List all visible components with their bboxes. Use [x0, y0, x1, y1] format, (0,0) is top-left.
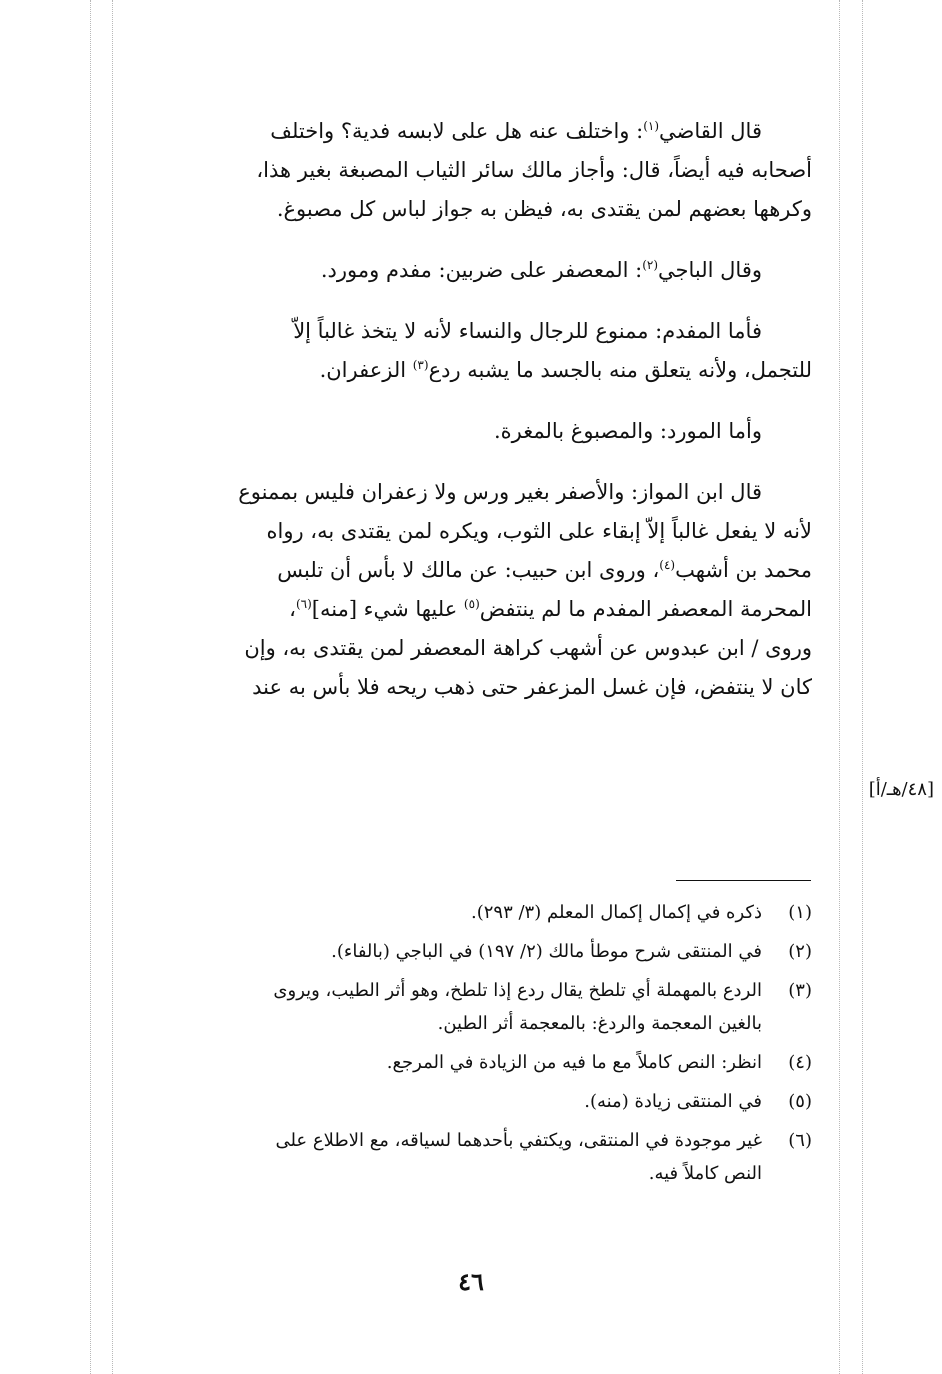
- page-number: ٤٦: [458, 1267, 484, 1296]
- footnote: [128, 1085, 812, 1118]
- text-line: المحرمة المعصفر المفدم ما لم ينتفض$^{(٥)}$ عليها شيء [منه]$^{(٦)}$،: [289, 597, 812, 621]
- footnote-number: (١): [788, 902, 812, 923]
- page-guide-line: [862, 0, 863, 1374]
- page-guide-line: [112, 0, 113, 1374]
- text-line: أصحابه فيه أيضاً، قال: وأجاز مالك سائر الثياب المصبغة بغير هذا،: [256, 158, 812, 182]
- text-line: قال ابن المواز: والأصفر بغير ورس ولا زعفران فليس بممنوع: [238, 480, 762, 504]
- text-line: وروى / ابن عبدوس عن أشهب كراهة المعصفر لمن يقتدى به، وإن: [244, 636, 812, 660]
- footnotes: [128, 896, 812, 1190]
- footnote-text: انظر: النص كاملاً مع ما فيه من الزيادة في المرجع.: [386, 1052, 762, 1073]
- footnote: [128, 935, 812, 968]
- text-line: لأنه لا يفعل غالباً إلاّ إبقاء على الثوب، ويكره لمن يقتدى به، رواه: [266, 519, 812, 543]
- footnote-text: في المنتقى زيادة (منه).: [584, 1091, 762, 1112]
- text-line: فأما المفدم: ممنوع للرجال والنساء لأنه لا يتخذ غالباً إلاّ: [293, 319, 762, 343]
- text-line: كان لا ينتفض، فإن غسل المزعفر حتى ذهب ريحه فلا بأس به عند: [252, 675, 812, 699]
- footnote-number: (٤): [788, 1052, 812, 1073]
- footnote-text: بالغين المعجمة والردغ: بالمعجمة أثر الطين.: [437, 1013, 762, 1034]
- footnote-text: في المنتقى شرح موطأ مالك (٢/ ١٩٧) في الباجي (بالفاء).: [331, 941, 762, 962]
- text-line: محمد بن أشهب$^{(٤)}$، وروى ابن حبيب: عن مالك لا بأس أن تلبس: [277, 558, 812, 582]
- page-guide-line: [839, 0, 840, 1374]
- footnote: [128, 1046, 812, 1079]
- text-line: وقال الباجي$^{(٢)}$: المعصفر على ضربين: مفدم ومورد.: [320, 258, 762, 282]
- footnote-number: (٥): [788, 1091, 812, 1112]
- footnote-text: ذكره في إكمال إكمال المعلم (٣/ ٢٩٣).: [470, 902, 762, 923]
- main-text: [128, 112, 812, 707]
- footnote-separator: [676, 880, 811, 881]
- footnote-number: (٣): [788, 980, 812, 1001]
- text-line: وأما المورد: والمصبوغ بالمغرة.: [493, 419, 762, 443]
- footnote-number: (٢): [788, 941, 812, 962]
- footnote-text: غير موجودة في المنتقى، ويكتفي بأحدهما لسياقه، مع الاطلاع على: [275, 1130, 762, 1151]
- footnote-text: النص كاملاً فيه.: [648, 1163, 762, 1184]
- page-guide-line: [90, 0, 91, 1374]
- manuscript-folio-note: [٤٨/هـ/أ]: [868, 779, 934, 800]
- footnote-text: الردع بالمهملة أي تلطخ يقال ردع إذا تلطخ، وهو أثر الطيب، ويروى: [273, 980, 762, 1001]
- text-line: للتجمل، ولأنه يتعلق منه بالجسد ما يشبه ردع$^{(٣)}$ الزعفران.: [319, 358, 812, 382]
- footnote: [128, 896, 812, 929]
- footnote: [128, 1124, 812, 1190]
- text-line: قال القاضي$^{(١)}$: واختلف عنه هل على لابسه فدية؟ واختلف: [270, 119, 762, 143]
- footnote: [128, 974, 812, 1040]
- footnote-number: (٦): [788, 1130, 812, 1151]
- text-line: وكرهها بعضهم لمن يقتدى به، فيظن به جواز لباس كل مصبوغ.: [276, 197, 812, 221]
